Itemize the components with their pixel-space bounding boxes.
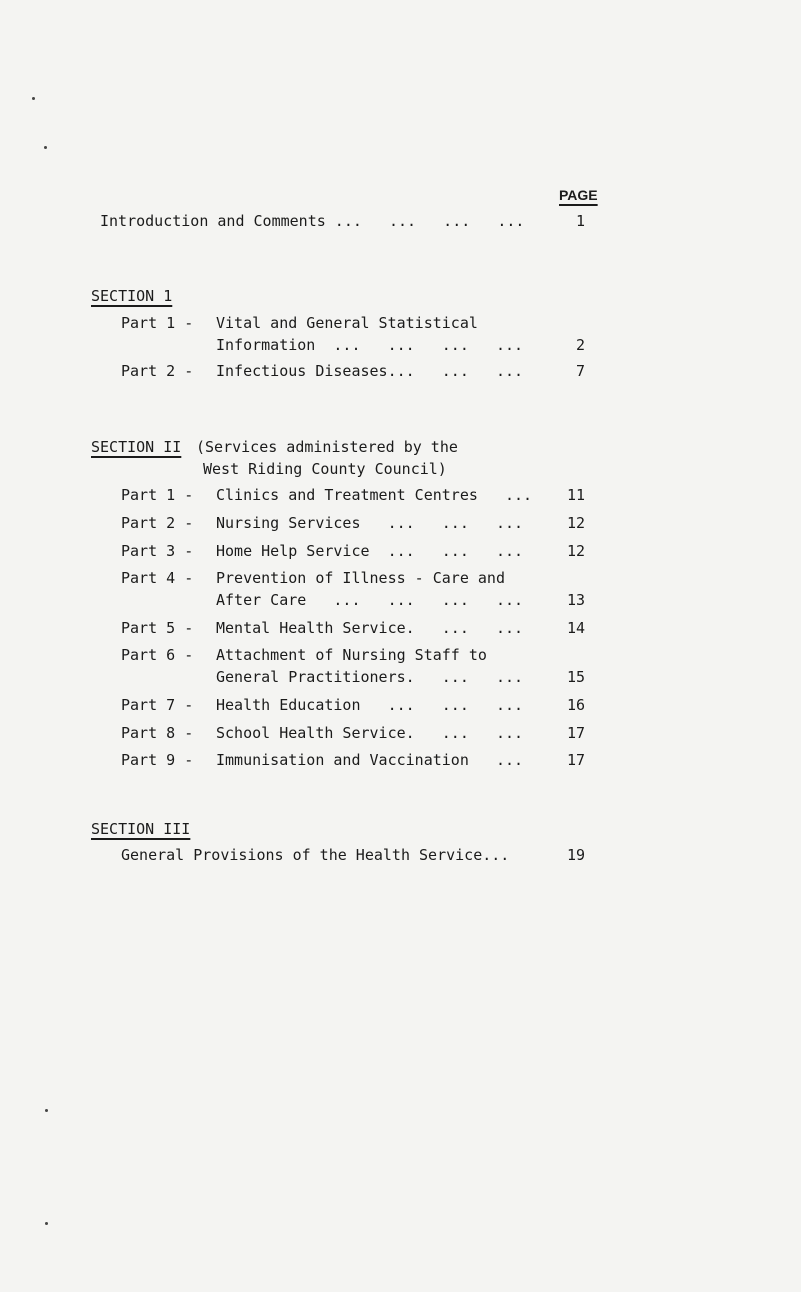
toc-entry: Attachment of Nursing Staff to xyxy=(216,646,487,664)
toc-entry: Mental Health Service. ... ... xyxy=(216,619,524,637)
toc-page-number: 11 xyxy=(566,486,585,504)
toc-entry: Clinics and Treatment Centres ... xyxy=(216,486,533,504)
toc-page-number: 14 xyxy=(566,619,585,637)
toc-page-number: 1 xyxy=(575,212,585,230)
toc-page-number: 16 xyxy=(566,696,585,714)
toc-entry: School Health Service. ... ... xyxy=(216,724,524,742)
toc-page-number: 19 xyxy=(566,846,585,864)
toc-entry: Infectious Diseases... ... ... xyxy=(216,362,524,380)
toc-entry-continued: General Practitioners. ... ... xyxy=(216,668,524,686)
toc-page-number: 13 xyxy=(566,591,585,609)
toc-page-number: 7 xyxy=(575,362,585,380)
page-column-heading: PAGE xyxy=(559,187,598,203)
part-number: Part 4 - xyxy=(121,569,194,587)
part-number: Part 8 - xyxy=(121,724,194,742)
toc-entry: Home Help Service ... ... ... xyxy=(216,542,524,560)
scan-speck xyxy=(45,1222,48,1225)
toc-entry: Immunisation and Vaccination ... xyxy=(216,751,524,769)
section-heading: SECTION II xyxy=(91,438,182,456)
scan-speck xyxy=(45,1109,48,1112)
toc-entry: General Provisions of the Health Service... xyxy=(121,846,510,864)
part-number: Part 6 - xyxy=(121,646,194,664)
part-number: Part 3 - xyxy=(121,542,194,560)
section-subtitle: (Services administered by the xyxy=(196,438,458,456)
toc-page-number: 12 xyxy=(566,514,585,532)
part-number: Part 5 - xyxy=(121,619,194,637)
scan-speck xyxy=(32,97,35,100)
toc-page-number: 17 xyxy=(566,724,585,742)
section-heading: SECTION 1 xyxy=(91,287,173,305)
toc-entry-continued: Information ... ... ... ... xyxy=(216,336,524,354)
toc-page-number: 17 xyxy=(566,751,585,769)
toc-entry: Health Education ... ... ... xyxy=(216,696,524,714)
scan-speck xyxy=(44,146,47,149)
toc-page-number: 15 xyxy=(566,668,585,686)
part-number: Part 2 - xyxy=(121,514,194,532)
part-number: Part 1 - xyxy=(121,314,194,332)
toc-entry-introduction: Introduction and Comments ... ... ... ... xyxy=(100,212,525,230)
toc-page-number: 12 xyxy=(566,542,585,560)
part-number: Part 9 - xyxy=(121,751,194,769)
part-number: Part 2 - xyxy=(121,362,194,380)
toc-entry-continued: After Care ... ... ... ... xyxy=(216,591,524,609)
section-subtitle: West Riding County Council) xyxy=(203,460,447,478)
toc-entry: Vital and General Statistical xyxy=(216,314,478,332)
section-heading: SECTION III xyxy=(91,820,191,838)
toc-entry: Nursing Services ... ... ... xyxy=(216,514,524,532)
toc-page-number: 2 xyxy=(575,336,585,354)
part-number: Part 1 - xyxy=(121,486,194,504)
part-number: Part 7 - xyxy=(121,696,194,714)
toc-entry: Prevention of Illness - Care and xyxy=(216,569,505,587)
